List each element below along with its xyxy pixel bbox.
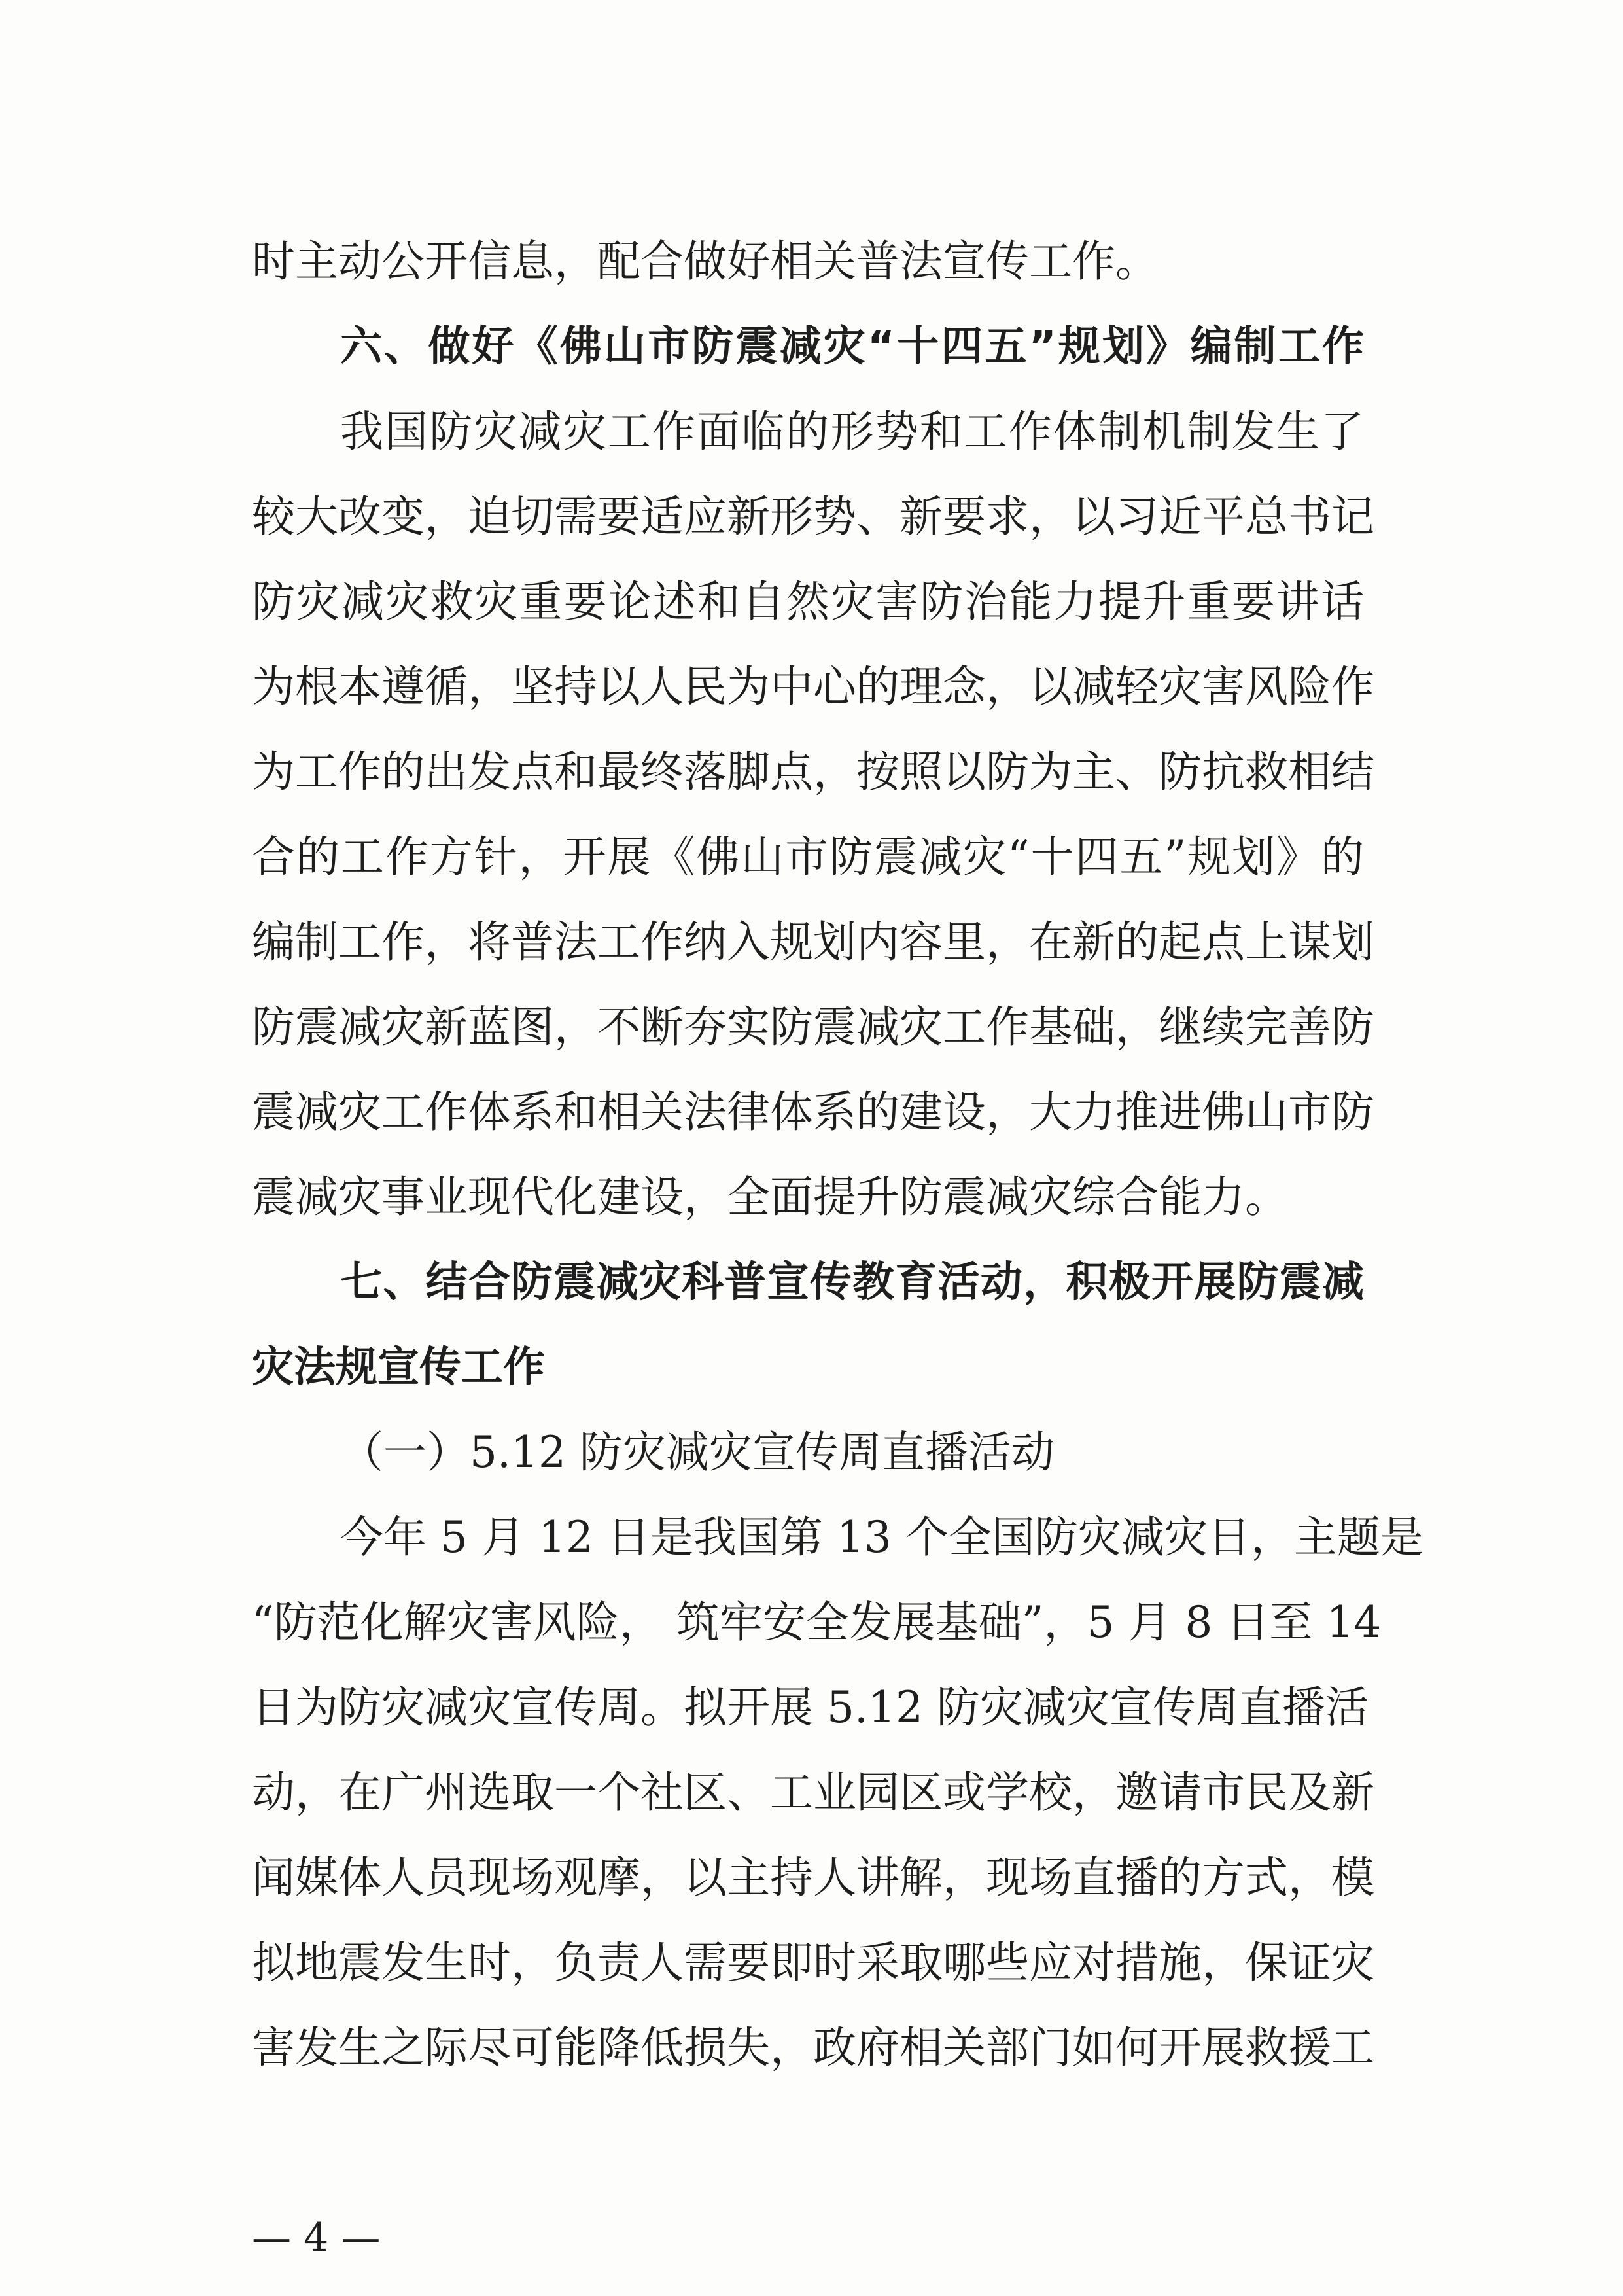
section-heading-7: 七、结合防震减灾科普宣传教育活动，积极开展防震减 bbox=[340, 1258, 1364, 1307]
body-text-line: 我国防灾减灾工作面临的形势和工作体制机制发生了 bbox=[340, 406, 1364, 457]
body-text-line: 闻媒体人员现场观摩，以主持人讲解，现场直播的方式，模 bbox=[252, 1852, 1374, 1903]
body-text-line: 防灾减灾救灾重要论述和自然灾害防治能力提升重要讲话 bbox=[252, 576, 1364, 627]
body-text-line: 拟地震发生时，负责人需要即时采取哪些应对措施，保证灾 bbox=[252, 1937, 1374, 1988]
body-text-line: 动，在广州选取一个社区、工业园区或学校，邀请市民及新 bbox=[252, 1767, 1374, 1818]
page-number: — 4 — bbox=[252, 2215, 381, 2261]
body-text-line: 日为防灾减灾宣传周。拟开展 5.12 防灾减灾宣传周直播活 bbox=[252, 1682, 1369, 1733]
body-text-line: 合的工作方针，开展《佛山市防震减灾“十四五”规划》的 bbox=[252, 832, 1364, 882]
body-text-line: 今年 5 月 12 日是我国第 13 个全国防灾减灾日，主题是 bbox=[340, 1512, 1423, 1563]
body-text-line: 较大改变，迫切需要适应新形势、新要求，以习近平总书记 bbox=[252, 491, 1374, 542]
body-text-line: 编制工作，将普法工作纳入规划内容里，在新的起点上谋划 bbox=[252, 917, 1374, 967]
body-text-line: 为根本遵循，坚持以人民为中心的理念，以减轻灾害风险作 bbox=[252, 662, 1374, 712]
section-heading-7-cont: 灾法规宣传工作 bbox=[252, 1343, 545, 1392]
subsection-heading: （一）5.12 防灾减灾宣传周直播活动 bbox=[340, 1427, 1055, 1477]
body-text-line: “防范化解灾害风险， 筑牢安全发展基础”，5 月 8 日至 14 bbox=[252, 1597, 1382, 1648]
section-heading-6: 六、做好《佛山市防震减灾“十四五”规划》编制工作 bbox=[340, 323, 1364, 371]
body-text-line: 害发生之际尽可能降低损失，政府相关部门如何开展救援工 bbox=[252, 2022, 1374, 2073]
body-text-line: 震减灾事业现代化建设，全面提升防震减灾综合能力。 bbox=[252, 1172, 1288, 1222]
body-text-line: 防震减灾新蓝图，不断夯实防震减灾工作基础，继续完善防 bbox=[252, 1002, 1374, 1052]
body-text-line: 为工作的出发点和最终落脚点，按照以防为主、防抗救相结 bbox=[252, 747, 1374, 797]
body-text-line: 时主动公开信息，配合做好相关普法宣传工作。 bbox=[252, 236, 1159, 287]
body-text-line: 震减灾工作体系和相关法律体系的建设，大力推进佛山市防 bbox=[252, 1087, 1374, 1137]
